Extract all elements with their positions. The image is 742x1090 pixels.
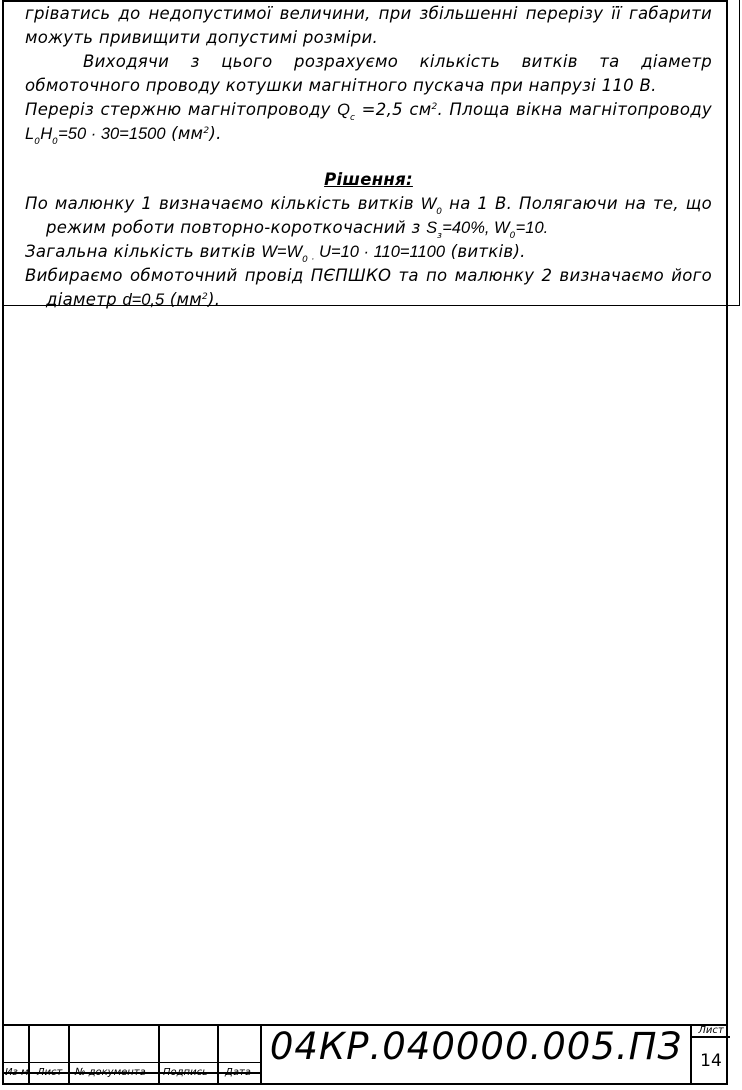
col-list-label: Лист	[37, 1067, 63, 1078]
col-date-label: Дата	[225, 1067, 251, 1078]
title-block	[2, 1024, 728, 1085]
paragraph-3: Переріз стержню магнітопроводу $Q_c =2,5$ $см^2$. Площа вікна магнітопроводу $L_0H_0=50 \cdot 30=1500$ $(мм^2)$.	[25, 100, 712, 147]
paragraph-1: гріватись до недопустимої величини, при збільшенні перерізу її габарити можуть привищити допустимі розміри.	[25, 4, 712, 47]
solution-heading: Рішення:	[324, 170, 413, 189]
solution-step-2: Загальна кількість витків $W=W_{0 \cdot}$ U=10 · 110=1100 (витків).	[25, 242, 526, 265]
paragraph-2: Виходячи з цього розрахуємо кількість витків та діаметр обмоточного проводу котушки магнітного пускача при напрузі 110 В.	[25, 52, 712, 95]
col-izm-label: Из м	[5, 1067, 29, 1078]
sheet-number: 14	[700, 1051, 722, 1071]
col-document-label: № документа	[75, 1067, 146, 1078]
col-sign-label: Подпись	[163, 1067, 208, 1078]
solution-step-1: По малюнку 1 визначаємо кількість витків $W_0$ на 1 В. Полягаючи на те, що режим роботи повторно-короткочасний з $S_з=40\%$, $W_0=10$.	[25, 194, 712, 241]
sheet-label: Лист	[692, 1024, 730, 1038]
document-body	[25, 2, 712, 312]
document-code: 04КР.040000.005.ПЗ	[260, 1024, 692, 1085]
sheet-box	[692, 1024, 730, 1085]
solution-step-3: Вибираємо обмоточний провід ПЄПШКО та по малюнку 2 визначаємо його діаметр d=0,5 $(мм^2)$.	[25, 266, 712, 309]
